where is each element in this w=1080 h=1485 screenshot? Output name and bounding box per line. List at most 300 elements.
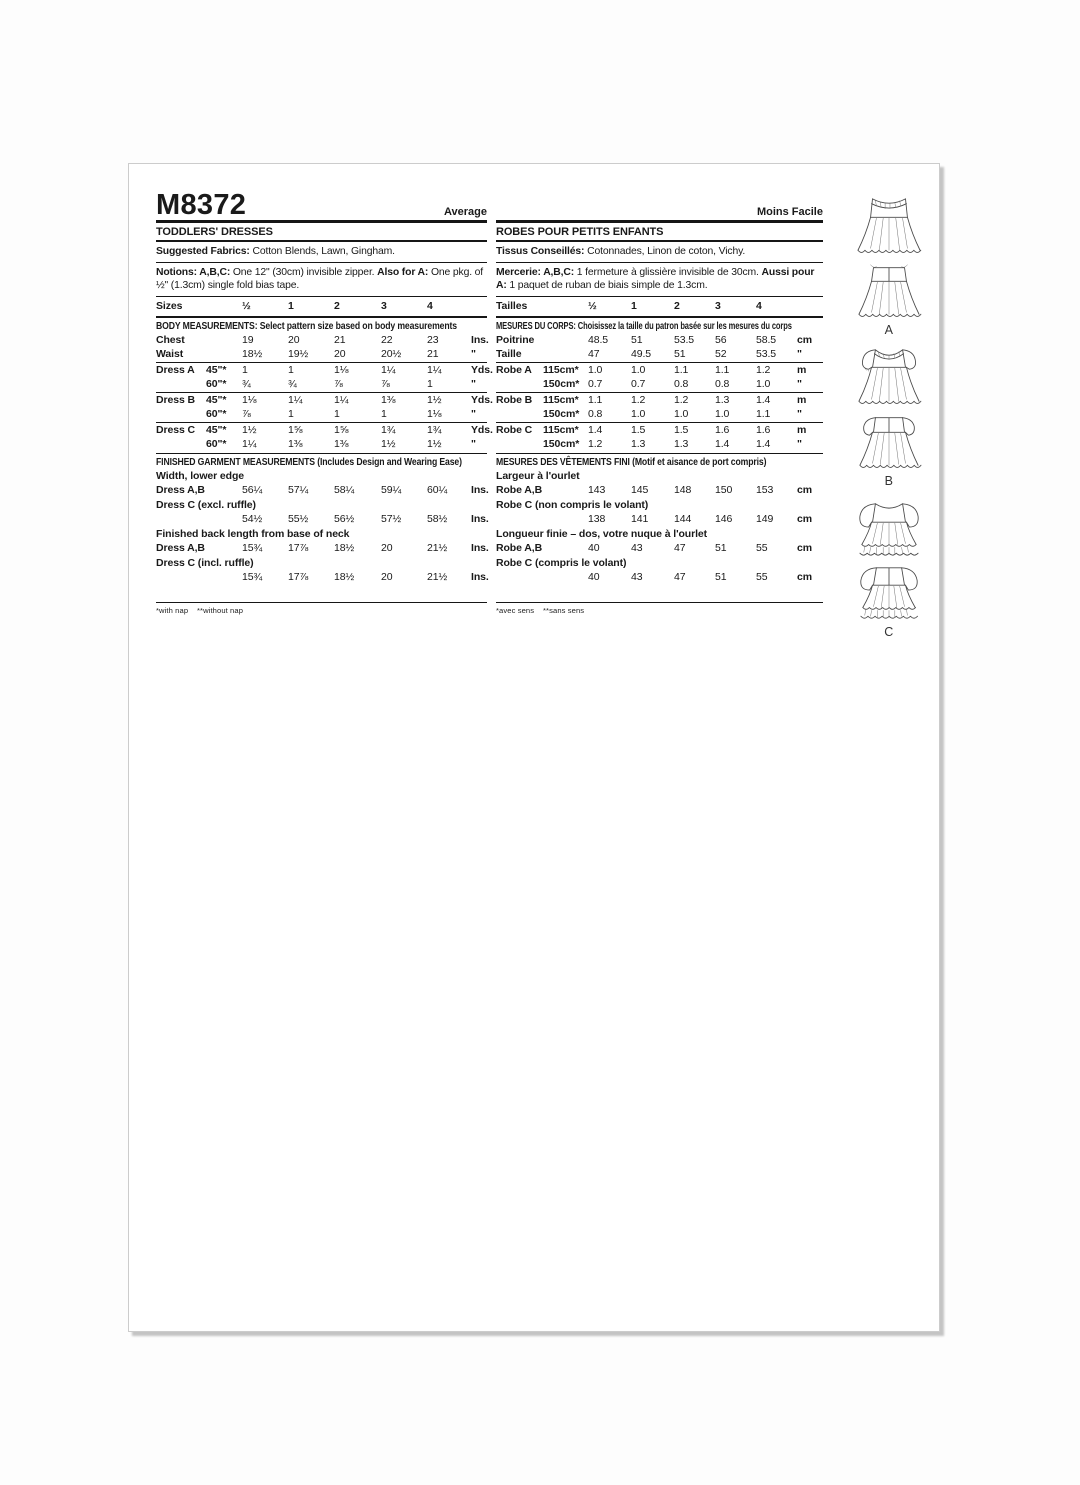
value-cell bbox=[334, 498, 381, 513]
value-cell bbox=[588, 498, 631, 513]
value-cell: 21½ bbox=[427, 542, 448, 555]
row-label bbox=[156, 570, 206, 585]
row-label bbox=[496, 512, 543, 527]
row-sub bbox=[543, 512, 588, 527]
value-cell bbox=[427, 556, 471, 571]
text-segment: Aussi pour A: bbox=[496, 266, 815, 292]
value-cell bbox=[427, 469, 471, 484]
row-sub: 60"* bbox=[206, 378, 227, 391]
value-cell: 1.0 bbox=[631, 408, 646, 421]
row-sub bbox=[206, 469, 242, 484]
value-cell: 138 bbox=[588, 513, 606, 526]
text-segment: Notions: A,B,C: bbox=[156, 266, 233, 278]
unit-cell: Yds. bbox=[471, 393, 493, 406]
row-sub bbox=[543, 498, 588, 513]
row-label: Dress A,B bbox=[156, 542, 205, 555]
text-segment: Cotonnades, Linon de coton, Vichy. bbox=[587, 246, 746, 257]
table-subhead-row bbox=[496, 556, 823, 571]
value-cell bbox=[334, 527, 381, 542]
value-cell: 1¼ bbox=[288, 393, 303, 406]
unit-cell: " bbox=[471, 438, 476, 451]
table-row bbox=[156, 362, 493, 378]
value-cell: 1⅛ bbox=[242, 393, 257, 406]
value-cell: 146 bbox=[715, 513, 733, 526]
row-sub bbox=[543, 347, 588, 362]
row-sub: 150cm* bbox=[543, 438, 580, 451]
row-sub: 60"* bbox=[206, 438, 227, 451]
value-cell bbox=[242, 498, 288, 513]
value-cell: ⅞ bbox=[381, 378, 390, 391]
row-label: Robe C bbox=[496, 423, 533, 436]
pattern-number: M8372 bbox=[156, 188, 247, 221]
view-a-label: A bbox=[884, 323, 894, 337]
value-cell: 1.0 bbox=[756, 378, 771, 391]
unit-cell: " bbox=[471, 408, 476, 421]
value-cell: 56¼ bbox=[242, 484, 263, 497]
view-c-label: C bbox=[884, 625, 894, 639]
value-cell bbox=[756, 556, 797, 571]
value-cell: 18½ bbox=[242, 348, 263, 361]
value-cell bbox=[242, 556, 288, 571]
value-cell: ⅞ bbox=[334, 378, 343, 391]
row-sub: 45"* bbox=[206, 393, 227, 406]
unit-cell: Ins. bbox=[471, 513, 489, 526]
row-sub bbox=[206, 347, 242, 362]
text-segment: Suggested Fabrics: bbox=[156, 246, 253, 257]
row-label bbox=[496, 407, 543, 422]
value-cell bbox=[242, 527, 288, 542]
tailles-header-row bbox=[496, 297, 823, 318]
value-cell: 1.3 bbox=[674, 438, 689, 451]
table-row bbox=[496, 541, 823, 556]
value-cell: 15¾ bbox=[242, 571, 263, 584]
value-cell: ⅞ bbox=[242, 408, 251, 421]
size-value: ½ bbox=[588, 300, 597, 313]
value-cell: 0.7 bbox=[631, 378, 646, 391]
row-label: Poitrine bbox=[496, 333, 535, 346]
value-cell: 19½ bbox=[288, 348, 309, 361]
value-cell: 1¼ bbox=[427, 363, 442, 376]
value-cell: 143 bbox=[588, 484, 606, 497]
value-cell bbox=[715, 527, 756, 542]
tissus-conseilles bbox=[496, 242, 823, 263]
value-cell bbox=[674, 556, 715, 571]
table-subhead-row bbox=[156, 556, 487, 571]
value-cell: 1 bbox=[288, 363, 294, 376]
value-cell: 51 bbox=[715, 542, 727, 555]
unit-cell: cm bbox=[797, 571, 812, 584]
table-row bbox=[156, 407, 487, 422]
unit-cell bbox=[797, 469, 823, 484]
value-cell: 60¼ bbox=[427, 484, 448, 497]
unit-cell: cm bbox=[797, 513, 812, 526]
row-label bbox=[156, 377, 206, 392]
size-value: 1 bbox=[288, 300, 294, 313]
row-label: Largeur à l'ourlet bbox=[496, 469, 580, 482]
unit-cell: Ins. bbox=[471, 484, 489, 497]
value-cell: 1.4 bbox=[588, 423, 603, 436]
row-sub bbox=[543, 333, 588, 348]
row-label bbox=[156, 437, 206, 452]
table-row bbox=[156, 437, 487, 452]
value-cell: 47 bbox=[588, 348, 600, 361]
row-sub: 150cm* bbox=[543, 378, 580, 391]
row-sub bbox=[206, 498, 242, 513]
row-sub bbox=[206, 527, 242, 542]
sizes-header-row bbox=[156, 297, 487, 318]
value-cell bbox=[715, 556, 756, 571]
unit-cell: " bbox=[797, 348, 802, 361]
row-label: Dress C (excl. ruffle) bbox=[156, 498, 256, 511]
text-segment: One 12" (30cm) invisible zipper. bbox=[232, 266, 378, 278]
row-sub: 150cm* bbox=[543, 408, 580, 421]
value-cell: 1⅝ bbox=[288, 423, 303, 436]
table-row bbox=[156, 333, 487, 348]
value-cell: 53.5 bbox=[756, 348, 777, 361]
table-row bbox=[496, 407, 823, 422]
table-row bbox=[496, 347, 823, 362]
row-label: Dress A bbox=[156, 363, 195, 376]
value-cell: 51 bbox=[715, 571, 727, 584]
value-cell: 20½ bbox=[381, 348, 402, 361]
value-cell bbox=[288, 556, 334, 571]
english-column bbox=[156, 188, 493, 615]
size-value: 3 bbox=[715, 300, 721, 313]
value-cell: 58½ bbox=[427, 513, 448, 526]
masthead-french bbox=[496, 188, 823, 223]
table-row bbox=[496, 570, 823, 585]
row-sub: 45"* bbox=[206, 423, 227, 436]
mesures-vetements-header: MESURES DES VÊTEMENTS FINI (Motif et aisance de port compris) bbox=[496, 456, 767, 468]
unit-cell: " bbox=[797, 408, 802, 421]
row-label bbox=[496, 377, 543, 392]
value-cell: ¾ bbox=[242, 378, 251, 391]
row-label: Dress C (incl. ruffle) bbox=[156, 556, 254, 569]
row-label: Width, lower edge bbox=[156, 469, 245, 482]
row-label: Taille bbox=[496, 348, 522, 361]
table-row bbox=[496, 512, 823, 527]
value-cell: 21½ bbox=[427, 571, 448, 584]
value-cell: 1.2 bbox=[631, 393, 646, 406]
size-value: 2 bbox=[334, 300, 340, 313]
unit-cell: Yds. bbox=[471, 363, 493, 376]
table-row bbox=[156, 541, 487, 556]
value-cell: 1.4 bbox=[756, 393, 771, 406]
row-label bbox=[496, 437, 543, 452]
body-measurements-table bbox=[156, 333, 493, 454]
value-cell: 1.3 bbox=[631, 438, 646, 451]
table-row bbox=[496, 333, 823, 348]
value-cell bbox=[631, 498, 674, 513]
value-cell: 144 bbox=[674, 513, 692, 526]
value-cell: ¾ bbox=[288, 378, 297, 391]
unit-cell bbox=[797, 527, 823, 542]
finished-measurements-header: FINISHED GARMENT MEASUREMENTS (Includes Design and Wearing Ease) bbox=[156, 456, 462, 468]
unit-cell: cm bbox=[797, 542, 812, 555]
value-cell: 48.5 bbox=[588, 333, 609, 346]
value-cell: 49.5 bbox=[631, 348, 652, 361]
unit-cell: Ins. bbox=[471, 571, 489, 584]
value-cell: 1.2 bbox=[756, 363, 771, 376]
value-cell: 18½ bbox=[334, 542, 355, 555]
row-label: Dress B bbox=[156, 393, 195, 406]
value-cell bbox=[381, 498, 427, 513]
mesures-vetements-table bbox=[496, 469, 823, 586]
table-row bbox=[156, 392, 493, 408]
value-cell bbox=[715, 498, 756, 513]
nap-footnote-english: *with nap **without nap bbox=[156, 602, 487, 615]
row-label: Dress C bbox=[156, 423, 195, 436]
row-label: Dress A,B bbox=[156, 484, 205, 497]
unit-cell: " bbox=[471, 378, 476, 391]
value-cell: 52 bbox=[715, 348, 727, 361]
value-cell: 1½ bbox=[381, 438, 396, 451]
value-cell: 1.2 bbox=[674, 393, 689, 406]
unit-cell: Ins. bbox=[471, 542, 489, 555]
row-sub bbox=[206, 556, 242, 571]
unit-cell bbox=[471, 498, 487, 513]
value-cell bbox=[427, 498, 471, 513]
value-cell bbox=[381, 469, 427, 484]
unit-cell: Ins. bbox=[471, 333, 489, 346]
value-cell: 55 bbox=[756, 542, 768, 555]
value-cell: 145 bbox=[631, 484, 649, 497]
value-cell: 1.3 bbox=[715, 393, 730, 406]
value-cell: 1½ bbox=[427, 438, 442, 451]
value-cell: 54½ bbox=[242, 513, 263, 526]
row-label bbox=[156, 512, 206, 527]
value-cell: 0.8 bbox=[674, 378, 689, 391]
table-row bbox=[496, 377, 823, 392]
row-sub bbox=[206, 570, 242, 585]
value-cell bbox=[288, 498, 334, 513]
unit-cell bbox=[471, 469, 487, 484]
value-cell: 55 bbox=[756, 571, 768, 584]
table-row bbox=[156, 483, 487, 498]
value-cell bbox=[381, 527, 427, 542]
value-cell: 55½ bbox=[288, 513, 309, 526]
value-cell: 1¼ bbox=[334, 393, 349, 406]
value-cell: 1¼ bbox=[242, 438, 257, 451]
value-cell: 20 bbox=[334, 348, 346, 361]
value-cell bbox=[756, 498, 797, 513]
mesures-du-corps-header: MESURES DU CORPS: Choisissez la taille du patron basée sur les mesures du corps bbox=[496, 320, 792, 332]
table-row bbox=[156, 570, 487, 585]
row-sub: 115cm* bbox=[543, 423, 579, 436]
table-subhead-row bbox=[496, 498, 823, 513]
value-cell: 0.8 bbox=[715, 378, 730, 391]
value-cell bbox=[334, 469, 381, 484]
value-cell: 153 bbox=[756, 484, 774, 497]
row-sub bbox=[206, 512, 242, 527]
value-cell: 40 bbox=[588, 571, 600, 584]
value-cell: 40 bbox=[588, 542, 600, 555]
value-cell bbox=[288, 527, 334, 542]
unit-cell: " bbox=[797, 378, 802, 391]
value-cell: 1¾ bbox=[427, 423, 442, 436]
row-label bbox=[496, 570, 543, 585]
value-cell bbox=[334, 556, 381, 571]
table-row bbox=[496, 362, 823, 378]
title-french: ROBES POUR PETITS ENFANTS bbox=[496, 223, 823, 242]
table-subhead-row bbox=[496, 527, 823, 542]
value-cell: 1¾ bbox=[381, 423, 396, 436]
row-sub bbox=[543, 541, 588, 556]
dress-b-illustration bbox=[845, 345, 933, 473]
value-cell: 1 bbox=[381, 408, 387, 421]
text-segment: Mercerie: A,B,C: bbox=[496, 266, 577, 278]
value-cell: 0.7 bbox=[588, 378, 603, 391]
table-row bbox=[156, 422, 493, 438]
table-subhead-row bbox=[156, 498, 487, 513]
row-sub bbox=[543, 527, 588, 542]
text-segment: Cotton Blends, Lawn, Gingham. bbox=[252, 246, 395, 257]
value-cell: 43 bbox=[631, 571, 643, 584]
table-row bbox=[156, 512, 487, 527]
value-cell bbox=[715, 469, 756, 484]
envelope-sheet bbox=[128, 163, 940, 1332]
value-cell bbox=[674, 469, 715, 484]
value-cell: 22 bbox=[381, 333, 393, 346]
value-cell: 1.1 bbox=[756, 408, 771, 421]
tailles-label: Tailles bbox=[496, 300, 528, 313]
unit-cell: m bbox=[797, 393, 807, 406]
table-row bbox=[496, 392, 823, 408]
value-cell: 58.5 bbox=[756, 333, 777, 346]
view-c bbox=[845, 496, 933, 639]
row-label: Robe C (non compris le volant) bbox=[496, 498, 649, 511]
value-cell: 15¾ bbox=[242, 542, 263, 555]
value-cell: 58¼ bbox=[334, 484, 355, 497]
value-cell: 1⅛ bbox=[427, 408, 442, 421]
text-segment: Also for A: bbox=[377, 266, 431, 278]
value-cell: 1 bbox=[427, 378, 433, 391]
value-cell bbox=[242, 469, 288, 484]
dress-c-illustration bbox=[845, 496, 933, 624]
row-label: Robe A,B bbox=[496, 542, 543, 555]
value-cell: 1.1 bbox=[674, 363, 689, 376]
text-segment: Tissus Conseillés: bbox=[496, 246, 588, 257]
value-cell: 53.5 bbox=[674, 333, 695, 346]
size-value: 2 bbox=[674, 300, 680, 313]
value-cell: 1 bbox=[288, 408, 294, 421]
table-subhead-row bbox=[156, 469, 487, 484]
value-cell: 20 bbox=[288, 333, 300, 346]
value-cell: 56½ bbox=[334, 513, 355, 526]
value-cell: 1.5 bbox=[631, 423, 646, 436]
value-cell: 1⅜ bbox=[288, 438, 303, 451]
value-cell bbox=[588, 527, 631, 542]
value-cell: 0.8 bbox=[588, 408, 603, 421]
table-row bbox=[496, 422, 823, 438]
value-cell: 59¼ bbox=[381, 484, 402, 497]
unit-cell: Yds. bbox=[471, 423, 493, 436]
value-cell: 1.5 bbox=[674, 423, 689, 436]
value-cell: 21 bbox=[427, 348, 439, 361]
table-row bbox=[156, 347, 487, 362]
value-cell: 1½ bbox=[242, 423, 257, 436]
size-value: 4 bbox=[427, 300, 433, 313]
table-subhead-row bbox=[156, 527, 487, 542]
unit-cell bbox=[797, 498, 823, 513]
masthead-english bbox=[156, 188, 487, 223]
row-sub bbox=[543, 570, 588, 585]
text-segment: One pkg. of ½" (1.3cm) single fold bias tape. bbox=[156, 266, 484, 292]
value-cell: 18½ bbox=[334, 571, 355, 584]
text-segment: 1 paquet de ruban de biais simple de 1.3cm. bbox=[509, 280, 708, 292]
value-cell bbox=[381, 556, 427, 571]
row-label: Longueur finie – dos, votre nuque à l'ourlet bbox=[496, 527, 708, 540]
value-cell: 1⅜ bbox=[334, 438, 349, 451]
size-value: 3 bbox=[381, 300, 387, 313]
value-cell bbox=[631, 469, 674, 484]
view-a bbox=[845, 194, 933, 337]
unit-cell: cm bbox=[797, 333, 812, 346]
value-cell bbox=[427, 527, 471, 542]
table-row bbox=[156, 377, 487, 392]
value-cell: 21 bbox=[334, 333, 346, 346]
row-label: Chest bbox=[156, 333, 185, 346]
value-cell: 1¼ bbox=[381, 363, 396, 376]
value-cell: 1 bbox=[334, 408, 340, 421]
row-label: Robe A,B bbox=[496, 484, 543, 497]
unit-cell bbox=[797, 556, 823, 571]
row-label: Waist bbox=[156, 348, 184, 361]
value-cell: 1.0 bbox=[674, 408, 689, 421]
view-b-label: B bbox=[884, 474, 894, 488]
value-cell: 57½ bbox=[381, 513, 402, 526]
value-cell: 20 bbox=[381, 571, 393, 584]
value-cell: 1.1 bbox=[715, 363, 730, 376]
value-cell: 1⅛ bbox=[334, 363, 349, 376]
value-cell: 23 bbox=[427, 333, 439, 346]
value-cell: 1.0 bbox=[715, 408, 730, 421]
nap-footnote-french: *avec sens **sans sens bbox=[496, 602, 823, 615]
unit-cell: " bbox=[797, 438, 802, 451]
difficulty-label-french: Moins Facile bbox=[756, 206, 823, 218]
body-measurements-header: BODY MEASUREMENTS: Select pattern size based on body measurements bbox=[156, 320, 457, 332]
value-cell: 1.0 bbox=[631, 363, 646, 376]
french-column bbox=[496, 188, 823, 615]
row-sub bbox=[206, 483, 242, 498]
value-cell: 148 bbox=[674, 484, 692, 497]
row-sub bbox=[543, 469, 588, 484]
unit-cell bbox=[471, 556, 487, 571]
dress-a-illustration bbox=[845, 194, 933, 322]
view-illustrations bbox=[841, 194, 937, 639]
value-cell: 150 bbox=[715, 484, 733, 497]
row-label: Robe B bbox=[496, 393, 533, 406]
row-label: Robe C (compris le volant) bbox=[496, 556, 627, 569]
size-value: 1 bbox=[631, 300, 637, 313]
value-cell: 17⅞ bbox=[288, 571, 309, 584]
value-cell bbox=[588, 556, 631, 571]
value-cell: 1.4 bbox=[756, 438, 771, 451]
value-cell: 1⅝ bbox=[334, 423, 349, 436]
finished-measurements-table bbox=[156, 469, 487, 586]
value-cell: 1.4 bbox=[715, 438, 730, 451]
value-cell bbox=[756, 469, 797, 484]
mercerie bbox=[496, 263, 823, 297]
value-cell bbox=[588, 469, 631, 484]
notions bbox=[156, 263, 487, 297]
value-cell: 1⅜ bbox=[381, 393, 396, 406]
value-cell: 1½ bbox=[427, 393, 442, 406]
unit-cell: " bbox=[471, 348, 476, 361]
value-cell bbox=[631, 527, 674, 542]
value-cell: 47 bbox=[674, 571, 686, 584]
value-cell bbox=[674, 527, 715, 542]
